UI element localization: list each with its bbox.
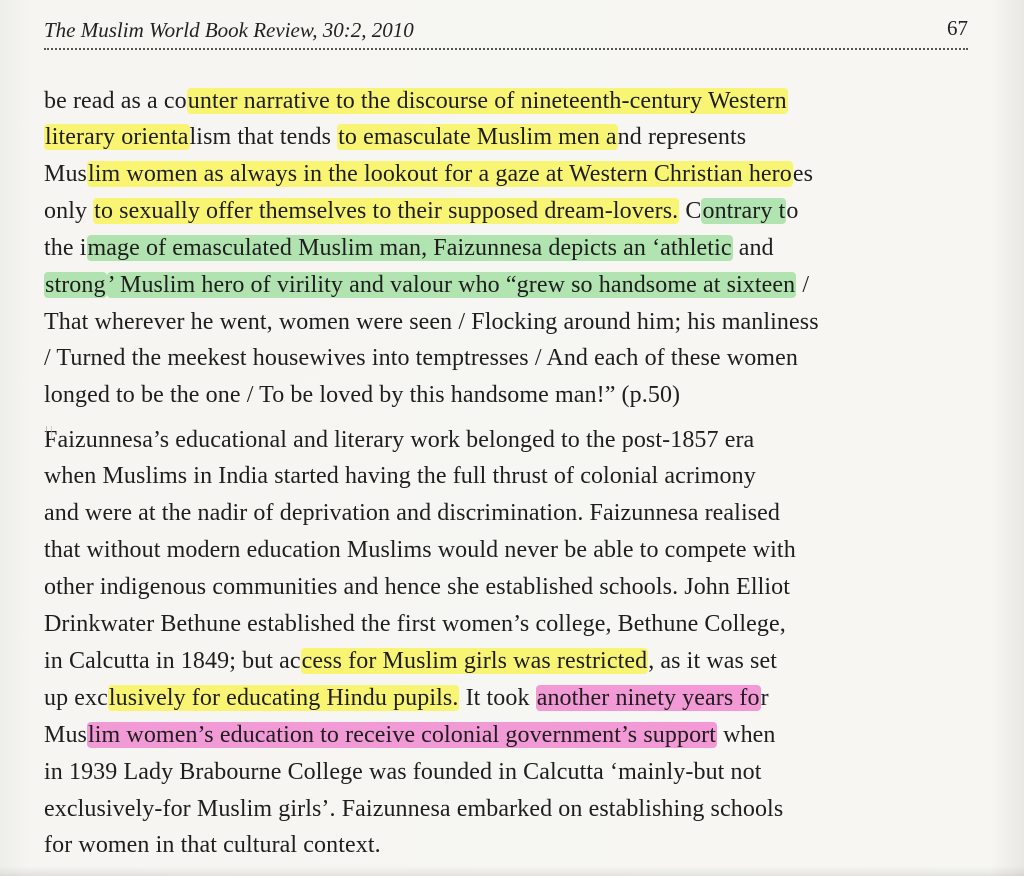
text-line [44, 646, 777, 676]
text-line [44, 270, 809, 300]
page-edge-shadow [0, 866, 1024, 876]
text-line [44, 233, 774, 263]
highlight-pink: another ninety years fo [536, 685, 760, 711]
text-line [44, 683, 769, 713]
text-line [44, 498, 780, 528]
text-segment: and [732, 235, 774, 261]
text-segment: o [786, 198, 799, 224]
journal-citation: The Muslim World Book Review, 30:2, 2010 [44, 18, 414, 42]
text-line [44, 609, 786, 639]
text-segment: exclusively-for Muslim girls’. Faizunnesa embarked on establishing schools [44, 796, 784, 822]
text-segment: nd represents [617, 124, 747, 150]
text-line [44, 461, 756, 491]
text-segment: that without modern education Muslims would never be able to compete with [44, 537, 796, 563]
highlight-green: mage of emasculated Muslim man, Faizunnesa depicts an ‘athletic [87, 235, 732, 261]
text-segment: lism that tends [189, 124, 338, 150]
text-segment: es [792, 161, 814, 187]
text-line [44, 535, 796, 565]
text-line [44, 159, 813, 189]
text-segment: other indigenous communities and hence she established schools. John Elliot [44, 574, 791, 600]
highlight-yellow: lim women as always in the lookout for a gaze at Western Christian hero [87, 161, 792, 187]
text-line [44, 830, 381, 860]
text-line [44, 122, 746, 152]
text-segment: be read as a co [44, 88, 187, 114]
highlight-yellow: to emasculate Muslim men a [338, 124, 617, 150]
text-line [44, 757, 762, 787]
text-line [44, 307, 819, 337]
text-segment: in 1939 Lady Brabourne College was founded in Calcutta ‘mainly-but not [44, 759, 762, 785]
text-segment: for women in that cultural context. [44, 832, 381, 858]
text-segment: Mus [44, 161, 87, 187]
text-line [44, 196, 798, 226]
text-segment: Faizunnesa’s educational and literary work belonged to the post-1857 era [44, 427, 755, 453]
highlight-green: strong [45, 272, 106, 298]
text-line [44, 380, 680, 410]
text-segment: and were at the nadir of deprivation and discrimination. Faizunnesa realised [44, 500, 781, 526]
highlight-yellow: literary orienta [45, 124, 189, 150]
text-segment: C [679, 198, 702, 224]
highlight-yellow: lusively for educating Hindu pupils. [108, 685, 459, 711]
text-segment: r [760, 685, 769, 711]
highlight-green: ’ Muslim hero of virility and valour who “grew so handsome at sixteen [107, 272, 796, 298]
highlight-yellow: to sexually offer themselves to their supposed dream-lovers. [94, 198, 679, 224]
text-line [44, 343, 798, 373]
text-segment: , as it was set [648, 648, 777, 674]
text-line [44, 425, 754, 455]
text-line [44, 86, 788, 116]
page-number: 67 [947, 16, 968, 40]
text-segment: Mus [44, 722, 87, 748]
text-line [44, 572, 790, 602]
running-header [44, 12, 968, 50]
text-segment: / [796, 272, 810, 298]
highlight-yellow: unter narrative to the discourse of nineteenth-century Western [187, 88, 787, 114]
highlight-yellow: cess for Muslim girls was restricted [301, 648, 648, 674]
text-line [44, 720, 776, 750]
text-segment: up exc [44, 685, 108, 711]
text-segment: That wherever he went, women were seen / Flocking around him; his manliness [44, 309, 819, 335]
text-segment: when Muslims in India started having the full thrust of colonial acrimony [44, 463, 756, 489]
highlight-pink: lim women’s education to receive colonial government’s support [87, 722, 717, 748]
text-segment: Drinkwater Bethune established the first women’s college, Bethune College, [44, 611, 786, 637]
text-segment: the i [44, 235, 87, 261]
text-segment: longed to be the one / To be loved by this handsome man!” (p.50) [44, 382, 681, 408]
text-segment: only [44, 198, 94, 224]
text-segment: when [717, 722, 776, 748]
margin-mark [46, 426, 52, 440]
highlight-green: ontrary t [702, 198, 786, 224]
text-line [44, 794, 783, 824]
text-segment: It took [459, 685, 536, 711]
text-segment: / Turned the meekest housewives into temptresses / And each of these women [44, 345, 798, 371]
text-segment: in Calcutta in 1849; but ac [44, 648, 301, 674]
